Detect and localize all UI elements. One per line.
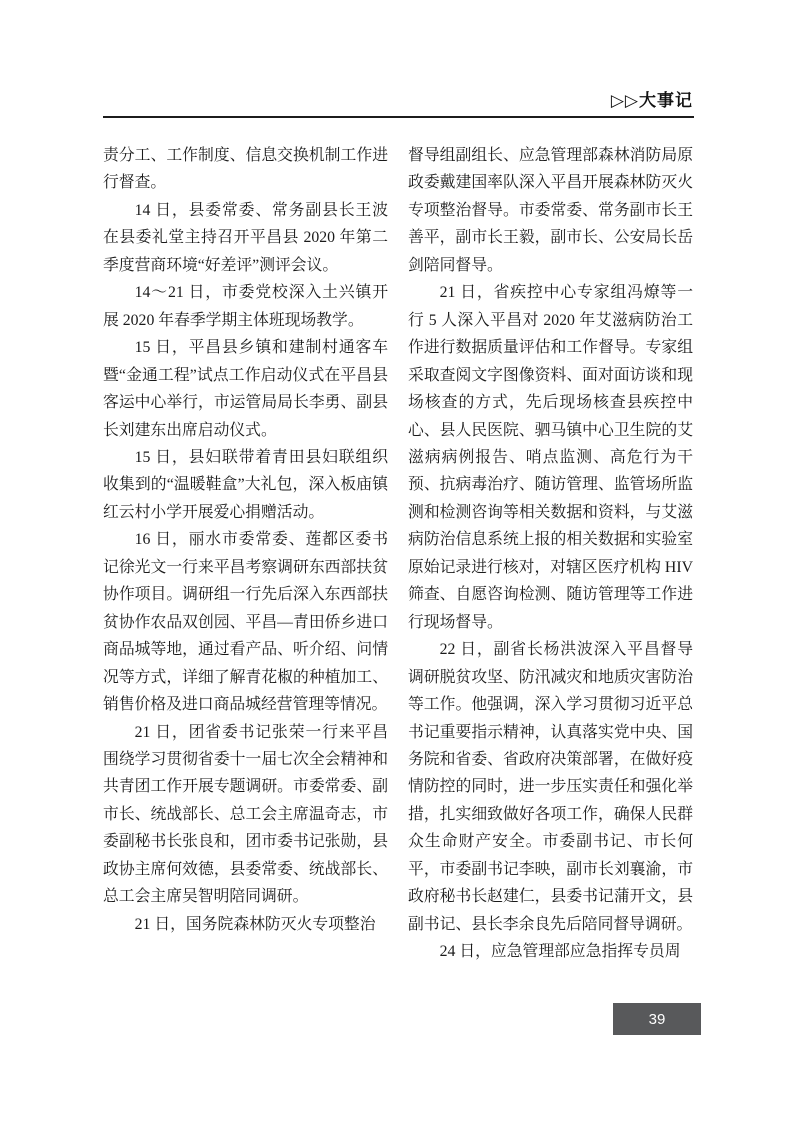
paragraph: 责分工、工作制度、信息交换机制工作进行督查。 [103,147,388,192]
paragraph: 15 日，平昌县乡镇和建制村通客车暨“金通工程”试点工作启动仪式在平昌县客运中心举行，市运管局局长李勇、副县长刘建东出席启动仪式。 [103,339,388,439]
paragraph: 21 日，国务院森林防灭火专项整治 [134,915,376,933]
paragraph: 16 日，丽水市委常委、莲都区委书记徐光文一行来平昌考察调研东西部扶贫协作项目。调研组一行先后深入东西部扶贫协作农品双创园、平昌—青田侨乡进口商品城等地，通过看产品、听介绍、问情况等方式，详细了解青花椒的种植加工、销售价格及进口商品城经营管理等情况。 [103,531,388,714]
paragraph: 21 日，团省委书记张荣一行来平昌围绕学习贯彻省委十一届七次全会精神和共青团工作开展专题调研。市委常委、副市长、统战部长、总工会主席温奇志，市委副秘书长张良和，团市委书记张勋，县政协主席何效德，县委常委、统战部长、总工会主席吴智明陪同调研。 [103,723,388,906]
paragraph: 22 日，副省长杨洪波深入平昌督导调研脱贫攻坚、防汛减灾和地质灾害防治等工作。他强调，深入学习贯彻习近平总书记重要指示精神，认真落实党中央、国务院和省委、省政府决策部署，在做好疫情防控的同时，进一步压实责任和强化举措，扎实细致做好各项工作，确保人民群众生命财产安全。市委副书记、市长何平，市委副书记李映，副市长刘襄渝，市政府秘书长赵建仁，县委书记蒲开文，县副书记、县长李余良先后陪同督导调研。 [408,641,693,933]
paragraph: 24 日，应急管理部应急指挥专员周 [439,943,681,961]
right-column [408,142,693,970]
paragraph: 14 日，县委常委、常务副县长王波在县委礼堂主持召开平昌县 2020 年第二季度营商环境“好差评”测评会议。 [103,201,388,274]
paragraph: 15 日，县妇联带着青田县妇联组织收集到的“温暖鞋盒”大礼包，深入板庙镇红云村小学开展爱心捐赠活动。 [103,448,388,521]
left-column [103,142,388,970]
paragraph: 21 日，省疾控中心专家组冯燎等一行 5 人深入平昌对 2020 年艾滋病防治工作进行数据质量评估和工作督导。专家组采取查阅文字图像资料、面对面访谈和现场核查的方式，先后现场核查县疾控中心、县人民医院、驷马镇中心卫生院的艾滋病病例报告、哨点监测、高危行为干预、抗病毒治疗、随访管理、监管场所监测和检测咨询等相关数据和资料，与艾滋病防治信息系统上报的相关数据和实验室原始记录进行核对，对辖区医疗机构 HIV 筛查、自愿咨询检测、随访管理等工作进行现场督导。 [408,284,693,631]
paragraph: 督导组副组长、应急管理部森林消防局原政委戴建国率队深入平昌开展森林防灭火专项整治督导。市委常委、常务副市长王善平，副市长王毅，副市长、公安局长岳剑陪同督导。 [408,147,693,274]
page-number-badge [613,1003,701,1035]
paragraph: 14～21 日，市委党校深入土兴镇开展 2020 年春季学期主体班现场教学。 [103,284,388,329]
text-columns [103,142,693,970]
page-number: 39 [648,1010,666,1028]
running-header-title: ▷▷大事记 [610,91,693,110]
header-divider [103,116,694,118]
